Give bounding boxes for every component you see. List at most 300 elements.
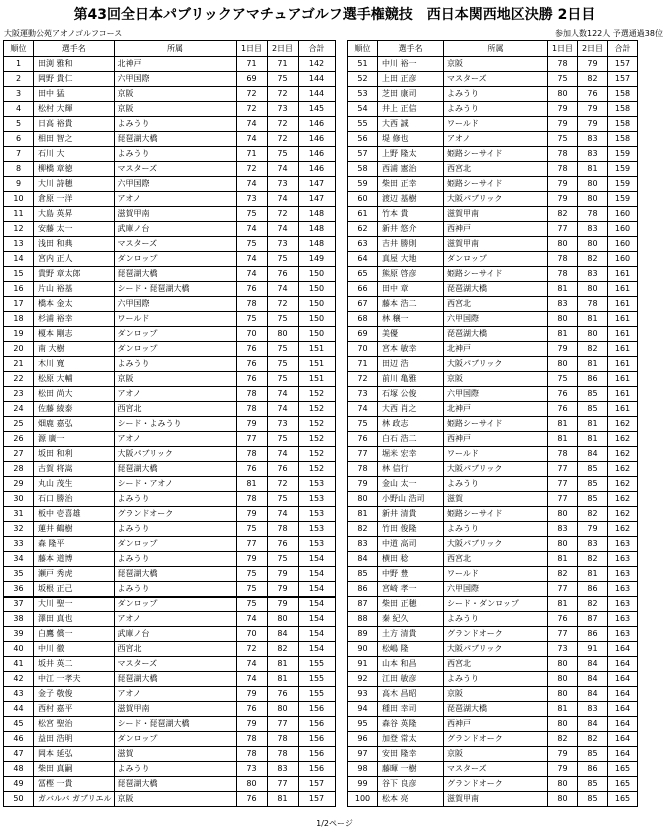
name-cell: 松田 尚大: [34, 387, 115, 402]
day1-cell: 80: [548, 657, 578, 672]
rank-cell: 51: [348, 57, 378, 72]
affiliation-cell: ダンロップ: [114, 327, 236, 342]
day2-cell: 85: [578, 402, 608, 417]
total-cell: 161: [608, 372, 638, 387]
day1-cell: 78: [236, 387, 267, 402]
table-row: [4, 267, 336, 282]
affiliation-cell: 京阪: [114, 792, 236, 807]
affiliation-cell: 大阪パブリック: [444, 192, 548, 207]
day1-cell: 75: [548, 372, 578, 387]
name-cell: 倉原 一洋: [34, 192, 115, 207]
total-cell: 156: [298, 717, 335, 732]
affiliation-cell: アオノ: [114, 612, 236, 627]
table-row: [348, 582, 638, 597]
name-cell: 江田 敏彦: [378, 672, 444, 687]
day2-cell: 75: [267, 342, 298, 357]
table-row: [348, 87, 638, 102]
rank-cell: 22: [4, 372, 34, 387]
table-row: [4, 672, 336, 687]
rank-cell: 67: [348, 297, 378, 312]
day1-cell: 73: [236, 192, 267, 207]
rank-cell: 69: [348, 327, 378, 342]
day1-cell: 78: [548, 147, 578, 162]
affiliation-cell: 六甲国際: [444, 312, 548, 327]
affiliation-cell: 六甲国際: [114, 177, 236, 192]
table-row: [4, 627, 336, 642]
day1-cell: 77: [548, 477, 578, 492]
rank-cell: 100: [348, 792, 378, 807]
table-row: [348, 102, 638, 117]
name-cell: 宮本 敏幸: [378, 342, 444, 357]
rank-cell: 12: [4, 222, 34, 237]
day2-cell: 85: [578, 462, 608, 477]
name-cell: 藤暉 一樹: [378, 762, 444, 777]
name-cell: 藤本 道博: [34, 552, 115, 567]
affiliation-cell: 西宮北: [444, 657, 548, 672]
table-row: [4, 747, 336, 762]
day1-cell: 78: [548, 162, 578, 177]
table-row: [4, 192, 336, 207]
affiliation-cell: ワールド: [444, 447, 548, 462]
table-row: [4, 492, 336, 507]
affiliation-cell: 京阪: [114, 102, 236, 117]
day2-cell: 79: [267, 567, 298, 582]
day2-cell: 78: [267, 522, 298, 537]
day2-cell: 82: [578, 507, 608, 522]
total-cell: 159: [608, 162, 638, 177]
day1-cell: 78: [548, 267, 578, 282]
name-cell: 中野 豊: [378, 567, 444, 582]
rank-cell: 14: [4, 252, 34, 267]
affiliation-cell: アオノ: [114, 387, 236, 402]
name-cell: 貴野 章太郎: [34, 267, 115, 282]
table-row: [4, 417, 336, 432]
rank-cell: 11: [4, 207, 34, 222]
day2-cell: 86: [578, 582, 608, 597]
day1-cell: 80: [548, 507, 578, 522]
name-cell: 森 隆平: [34, 537, 115, 552]
table-row: [348, 267, 638, 282]
affiliation-cell: アオノ: [114, 432, 236, 447]
affiliation-cell: マスターズ: [444, 72, 548, 87]
table-row: [4, 792, 336, 807]
total-cell: 153: [298, 537, 335, 552]
total-cell: 145: [298, 102, 335, 117]
rank-cell: 54: [348, 102, 378, 117]
total-cell: 150: [298, 282, 335, 297]
total-cell: 152: [298, 387, 335, 402]
affiliation-cell: 北神戸: [114, 57, 236, 72]
rank-cell: 76: [348, 432, 378, 447]
table-row: [348, 252, 638, 267]
affiliation-cell: 滋賀甲南: [114, 207, 236, 222]
name-cell: 新井 悠介: [378, 222, 444, 237]
rank-cell: 49: [4, 777, 34, 792]
table-row: [348, 192, 638, 207]
name-cell: 中道 高司: [378, 537, 444, 552]
table-row: [4, 582, 336, 597]
table-row: [348, 72, 638, 87]
day2-cell: 81: [578, 417, 608, 432]
day1-cell: 73: [548, 642, 578, 657]
day1-cell: 77: [548, 492, 578, 507]
total-cell: 164: [608, 732, 638, 747]
total-cell: 150: [298, 312, 335, 327]
day1-cell: 78: [236, 402, 267, 417]
day2-cell: 82: [578, 552, 608, 567]
rank-cell: 37: [4, 597, 34, 612]
day1-cell: 77: [548, 627, 578, 642]
rank-cell: 55: [348, 117, 378, 132]
total-cell: 162: [608, 507, 638, 522]
name-cell: 西浦 憲治: [378, 162, 444, 177]
day1-cell: 80: [548, 792, 578, 807]
name-cell: 林 穣一: [378, 312, 444, 327]
name-cell: 安田 隆幸: [378, 747, 444, 762]
name-cell: 真屋 大地: [378, 252, 444, 267]
course-name: 大阪運動公苑アオノゴルフコース: [4, 29, 123, 38]
day2-cell: 72: [267, 297, 298, 312]
name-cell: 松嶋 隆: [378, 642, 444, 657]
table-row: [4, 522, 336, 537]
total-cell: 152: [298, 417, 335, 432]
day2-cell: 77: [267, 777, 298, 792]
day2-cell: 79: [578, 57, 608, 72]
day1-cell: 81: [548, 702, 578, 717]
rank-cell: 26: [4, 432, 34, 447]
affiliation-cell: 西宮北: [444, 162, 548, 177]
affiliation-cell: ワールド: [444, 567, 548, 582]
name-cell: 田辺 浩: [378, 357, 444, 372]
total-cell: 161: [608, 402, 638, 417]
day2-cell: 83: [578, 702, 608, 717]
total-cell: 156: [298, 762, 335, 777]
total-cell: 154: [298, 552, 335, 567]
affiliation-cell: 滋賀: [114, 747, 236, 762]
table-row: [4, 342, 336, 357]
total-cell: 142: [298, 57, 335, 72]
table-row: [348, 162, 638, 177]
affiliation-cell: マスターズ: [114, 657, 236, 672]
name-cell: 橋本 金太: [34, 297, 115, 312]
day2-cell: 74: [267, 402, 298, 417]
affiliation-cell: グランドオーク: [444, 627, 548, 642]
rank-cell: 40: [4, 642, 34, 657]
rank-cell: 89: [348, 627, 378, 642]
table-row: [348, 717, 638, 732]
day1-cell: 75: [236, 237, 267, 252]
day2-cell: 82: [578, 72, 608, 87]
rank-cell: 60: [348, 192, 378, 207]
day2-cell: 83: [578, 132, 608, 147]
affiliation-cell: 姫路シーサイド: [444, 267, 548, 282]
rank-cell: 97: [348, 747, 378, 762]
name-cell: 加登 常太: [378, 732, 444, 747]
affiliation-cell: 大阪パブリック: [444, 537, 548, 552]
total-cell: 154: [298, 567, 335, 582]
rank-cell: 73: [348, 387, 378, 402]
day1-cell: 79: [548, 762, 578, 777]
affiliation-cell: シード・琵琶湖大橋: [114, 282, 236, 297]
table-row: [348, 732, 638, 747]
day2-cell: 72: [267, 132, 298, 147]
total-cell: 163: [608, 537, 638, 552]
total-cell: 154: [298, 642, 335, 657]
table-row: [4, 612, 336, 627]
rank-cell: 27: [4, 447, 34, 462]
day2-cell: 83: [578, 267, 608, 282]
day2-cell: 84: [578, 657, 608, 672]
table-header-row: [348, 41, 638, 57]
table-row: [4, 657, 336, 672]
total-cell: 161: [608, 357, 638, 372]
day2-cell: 84: [578, 687, 608, 702]
day1-cell: 71: [236, 57, 267, 72]
day2-cell: 84: [578, 672, 608, 687]
day1-cell: 80: [548, 87, 578, 102]
affiliation-cell: 六甲国際: [114, 72, 236, 87]
total-cell: 148: [298, 222, 335, 237]
rank-cell: 81: [348, 507, 378, 522]
affiliation-cell: 西神戸: [444, 222, 548, 237]
rank-cell: 62: [348, 222, 378, 237]
day1-cell: 76: [236, 792, 267, 807]
rank-cell: 59: [348, 177, 378, 192]
total-cell: 163: [608, 612, 638, 627]
day1-cell: 78: [236, 447, 267, 462]
affiliation-cell: 京阪: [114, 372, 236, 387]
qualifying-cut-line: [3, 596, 336, 598]
day1-cell: 75: [236, 597, 267, 612]
affiliation-cell: 六甲国際: [444, 582, 548, 597]
total-cell: 148: [298, 237, 335, 252]
day2-cell: 85: [578, 492, 608, 507]
total-cell: 152: [298, 402, 335, 417]
name-cell: 大島 英昇: [34, 207, 115, 222]
affiliation-cell: 京阪: [444, 372, 548, 387]
day2-cell: 74: [267, 222, 298, 237]
rank-cell: 50: [4, 792, 34, 807]
day1-cell: 77: [548, 222, 578, 237]
total-cell: 165: [608, 762, 638, 777]
affiliation-cell: よみうり: [444, 612, 548, 627]
affiliation-cell: よみうり: [444, 477, 548, 492]
affiliation-cell: 西宮北: [114, 402, 236, 417]
affiliation-cell: 滋賀甲南: [444, 207, 548, 222]
rank-cell: 16: [4, 282, 34, 297]
day2-cell: 78: [267, 732, 298, 747]
name-cell: 大川 聖一: [34, 597, 115, 612]
rank-cell: 92: [348, 672, 378, 687]
rank-cell: 79: [348, 477, 378, 492]
day1-cell: 79: [548, 117, 578, 132]
name-cell: 山本 和昌: [378, 657, 444, 672]
table-row: [348, 612, 638, 627]
total-cell: 162: [608, 522, 638, 537]
total-cell: 162: [608, 447, 638, 462]
total-cell: 154: [298, 627, 335, 642]
total-cell: 151: [298, 357, 335, 372]
day2-cell: 82: [578, 597, 608, 612]
day1-cell: 83: [548, 297, 578, 312]
name-cell: 田中 猛: [34, 87, 115, 102]
name-cell: 畑鹿 嘉弘: [34, 417, 115, 432]
table-row: [348, 132, 638, 147]
rank-cell: 25: [4, 417, 34, 432]
total-cell: 158: [608, 102, 638, 117]
rank-cell: 4: [4, 102, 34, 117]
table-row: [4, 507, 336, 522]
table-row: [348, 762, 638, 777]
table-row: [4, 207, 336, 222]
day2-cell: 80: [267, 612, 298, 627]
table-row: [4, 477, 336, 492]
total-cell: 159: [608, 147, 638, 162]
day1-cell: 74: [236, 252, 267, 267]
day2-cell: 86: [578, 372, 608, 387]
rank-cell: 19: [4, 327, 34, 342]
table-row: [4, 312, 336, 327]
day1-cell: 76: [236, 357, 267, 372]
name-cell: 藤本 浩二: [378, 297, 444, 312]
day2-cell: 74: [267, 507, 298, 522]
name-cell: 坂田 和利: [34, 447, 115, 462]
day1-cell: 80: [236, 777, 267, 792]
rank-cell: 87: [348, 597, 378, 612]
name-cell: 松村 大輝: [34, 102, 115, 117]
total-cell: 153: [298, 492, 335, 507]
affiliation-cell: 琵琶湖大橋: [444, 282, 548, 297]
day2-cell: 74: [267, 447, 298, 462]
affiliation-cell: アオノ: [114, 687, 236, 702]
table-row: [4, 132, 336, 147]
day1-cell: 77: [548, 582, 578, 597]
day1-cell: 77: [548, 462, 578, 477]
total-cell: 161: [608, 342, 638, 357]
name-cell: 蓮井 鶴樹: [34, 522, 115, 537]
day1-cell: 74: [236, 222, 267, 237]
rank-cell: 93: [348, 687, 378, 702]
day1-cell: 79: [236, 552, 267, 567]
total-cell: 156: [298, 747, 335, 762]
affiliation-cell: よみうり: [114, 582, 236, 597]
total-cell: 146: [298, 117, 335, 132]
day2-cell: 73: [267, 102, 298, 117]
affiliation-cell: 滋賀: [444, 492, 548, 507]
table-row: [4, 162, 336, 177]
day2-cell: 81: [578, 162, 608, 177]
rank-cell: 7: [4, 147, 34, 162]
day1-cell: 78: [548, 447, 578, 462]
table-row: [348, 477, 638, 492]
name-cell: 南 大樹: [34, 342, 115, 357]
day2-cell: 85: [578, 792, 608, 807]
affiliation-cell: 大阪パブリック: [444, 462, 548, 477]
total-cell: 160: [608, 222, 638, 237]
day2-cell: 75: [267, 552, 298, 567]
day2-cell: 79: [578, 522, 608, 537]
day1-cell: 76: [548, 387, 578, 402]
day1-cell: 82: [548, 732, 578, 747]
day2-cell: 80: [578, 192, 608, 207]
table-row: [348, 657, 638, 672]
day1-cell: 82: [548, 567, 578, 582]
total-cell: 146: [298, 147, 335, 162]
affiliation-cell: 琵琶湖大橋: [114, 462, 236, 477]
affiliation-cell: 姫路シーサイド: [444, 507, 548, 522]
rank-cell: 28: [4, 462, 34, 477]
day1-cell: 76: [548, 402, 578, 417]
day2-cell: 72: [267, 117, 298, 132]
affiliation-cell: 六甲国際: [114, 297, 236, 312]
name-cell: 浅田 和典: [34, 237, 115, 252]
affiliation-cell: ダンロップ: [114, 252, 236, 267]
page-number: 1/2ページ: [316, 819, 353, 828]
day2-cell: 74: [267, 387, 298, 402]
rank-cell: 45: [4, 717, 34, 732]
header-rank: 順位: [4, 41, 34, 57]
day1-cell: 76: [236, 342, 267, 357]
name-cell: 小野山 浩司: [378, 492, 444, 507]
day1-cell: 77: [236, 537, 267, 552]
total-cell: 147: [298, 177, 335, 192]
total-cell: 163: [608, 627, 638, 642]
day1-cell: 79: [548, 342, 578, 357]
rank-cell: 31: [4, 507, 34, 522]
table-row: [4, 117, 336, 132]
header-total: 合計: [608, 41, 638, 57]
day1-cell: 74: [236, 267, 267, 282]
affiliation-cell: 西神戸: [444, 432, 548, 447]
total-cell: 151: [298, 372, 335, 387]
day2-cell: 80: [578, 237, 608, 252]
day1-cell: 81: [236, 477, 267, 492]
day1-cell: 74: [236, 177, 267, 192]
day2-cell: 78: [267, 747, 298, 762]
total-cell: 151: [298, 342, 335, 357]
name-cell: 宮内 正人: [34, 252, 115, 267]
day2-cell: 85: [578, 777, 608, 792]
table-row: [348, 177, 638, 192]
rank-cell: 39: [4, 627, 34, 642]
table-row: [4, 552, 336, 567]
name-cell: 新井 清貴: [378, 507, 444, 522]
affiliation-cell: 姫路シーサイド: [444, 177, 548, 192]
name-cell: 吉井 勝則: [378, 237, 444, 252]
total-cell: 156: [298, 702, 335, 717]
rank-cell: 82: [348, 522, 378, 537]
day1-cell: 75: [236, 207, 267, 222]
rank-cell: 8: [4, 162, 34, 177]
total-cell: 162: [608, 432, 638, 447]
day2-cell: 75: [267, 147, 298, 162]
total-cell: 153: [298, 522, 335, 537]
total-cell: 164: [608, 657, 638, 672]
affiliation-cell: 武庫ノ台: [114, 627, 236, 642]
day2-cell: 76: [267, 687, 298, 702]
day2-cell: 75: [267, 372, 298, 387]
header-day2: 2日目: [267, 41, 298, 57]
total-cell: 153: [298, 507, 335, 522]
rank-cell: 10: [4, 192, 34, 207]
name-cell: 柴田 正穂: [378, 597, 444, 612]
total-cell: 150: [298, 327, 335, 342]
table-row: [348, 117, 638, 132]
day2-cell: 75: [267, 492, 298, 507]
affiliation-cell: ダンロップ: [444, 252, 548, 267]
name-cell: 片山 裕基: [34, 282, 115, 297]
affiliation-cell: 西宮北: [444, 297, 548, 312]
